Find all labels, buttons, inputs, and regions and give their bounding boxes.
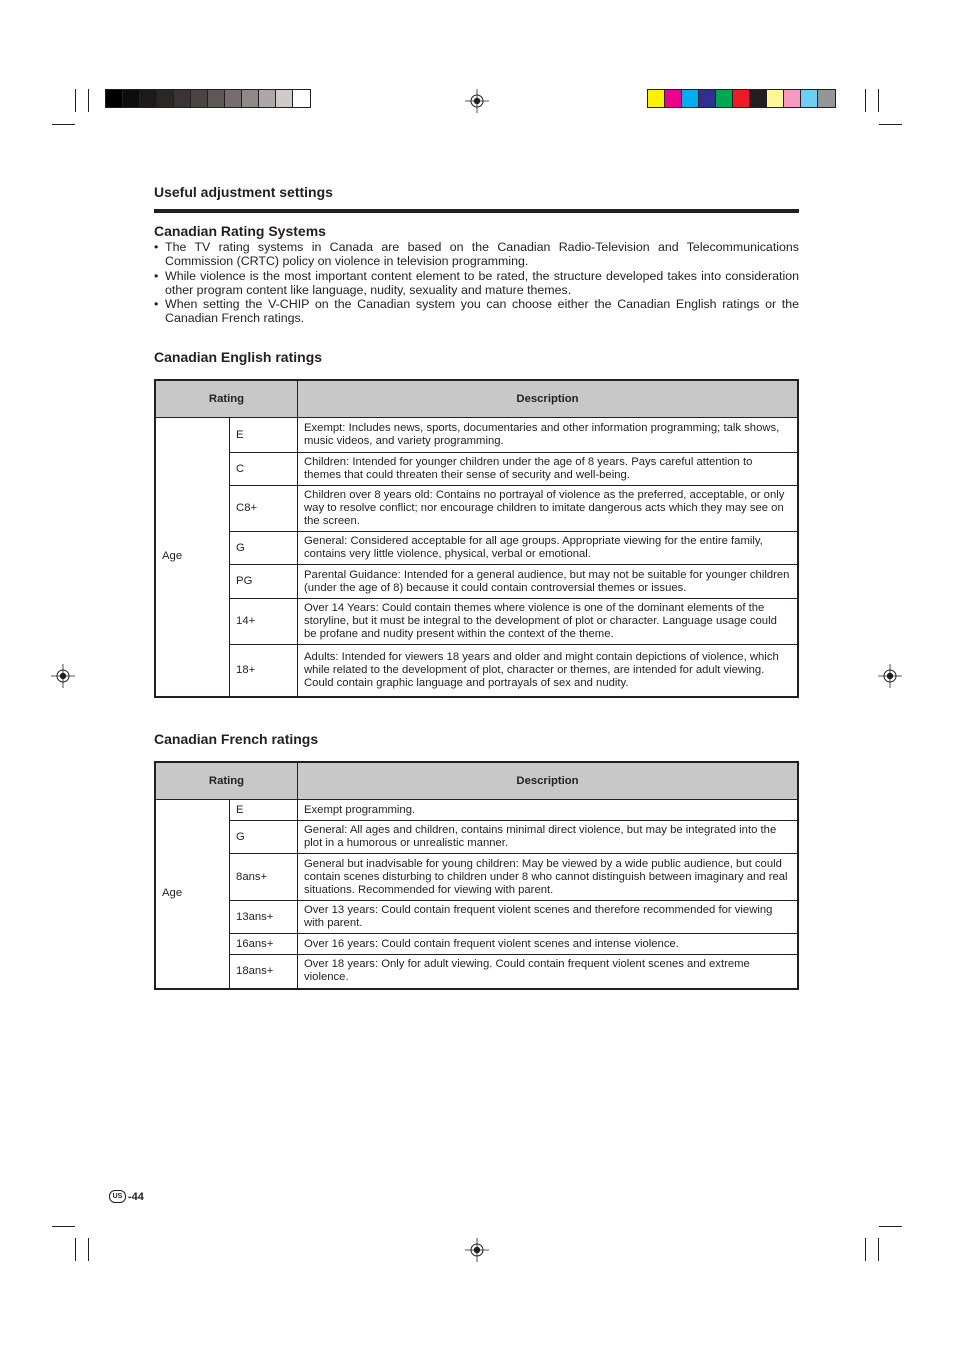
rating-code: 8ans+ (230, 854, 298, 901)
header-divider (154, 209, 799, 213)
color-swatch (157, 90, 174, 107)
table-row (155, 854, 798, 901)
color-swatch (123, 90, 140, 107)
rating-code: C (230, 453, 298, 486)
crop-mark (865, 89, 866, 112)
page-footer (109, 1190, 144, 1203)
rating-description: Exempt programming. (298, 800, 799, 821)
color-swatch (259, 90, 276, 107)
rating-description: General: Considered acceptable for all age groups. Appropriate viewing for the entire family, contains very little violence, physical, verbal or emotional. (298, 532, 799, 565)
color-swatch (106, 90, 123, 107)
color-swatch (276, 90, 293, 107)
rating-description: Over 18 years: Only for adult viewing. Could contain frequent violent scenes and extreme violence. (298, 955, 799, 989)
crop-mark (879, 124, 902, 125)
table-row (155, 532, 798, 565)
table-row (155, 486, 798, 532)
english-ratings-table (154, 379, 799, 698)
crop-mark (88, 89, 89, 112)
rating-code: 18+ (230, 645, 298, 697)
color-swatch (665, 90, 682, 107)
rating-code: 16ans+ (230, 934, 298, 955)
table-row (155, 800, 798, 821)
table-row (155, 955, 798, 989)
crop-mark (865, 1238, 866, 1261)
color-swatch (242, 90, 259, 107)
age-group-label: Age (155, 800, 230, 989)
table-row (155, 453, 798, 486)
bullet-item: • While violence is the most important content element to be rated, the structure developed takes into consideration other program content like language, nudity, sexuality and mature themes. (154, 269, 799, 298)
table-row (155, 599, 798, 645)
cmyk-color-bar (647, 89, 836, 108)
color-swatch (208, 90, 225, 107)
rating-code: 13ans+ (230, 901, 298, 934)
page-number: -44 (128, 1190, 144, 1203)
rating-code: G (230, 821, 298, 854)
crop-mark (878, 89, 879, 112)
color-swatch (140, 90, 157, 107)
rating-code: E (230, 418, 298, 453)
rating-code: 18ans+ (230, 955, 298, 989)
registration-mark-icon (465, 1238, 489, 1262)
registration-mark-icon (51, 664, 75, 688)
rating-code: G (230, 532, 298, 565)
age-group-label: Age (155, 418, 230, 697)
rating-code: PG (230, 565, 298, 599)
crop-mark (52, 124, 75, 125)
crop-mark (88, 1238, 89, 1261)
section-title: Useful adjustment settings (154, 184, 333, 200)
bullet-item: • The TV rating systems in Canada are based on the Canadian Radio-Television and Telecommunications Commission (CRTC) policy on violence in television programming. (154, 240, 799, 269)
registration-mark-icon (465, 89, 489, 113)
canadian-english-ratings-heading: Canadian English ratings (154, 349, 323, 365)
rating-description: Children over 8 years old: Contains no portrayal of violence as the preferred, acceptable, or only way to resolve conflict; nor encourage children to imitate dangerous acts which they may see on the screen. (298, 486, 799, 532)
column-header-rating: Rating (155, 762, 298, 800)
color-swatch (699, 90, 716, 107)
color-swatch (767, 90, 784, 107)
color-swatch (801, 90, 818, 107)
rating-description: Adults: Intended for viewers 18 years and older and might contain depictions of violence, which while related to the development of plot, character or themes, are intended for adult viewing. Could contain graphic language and portrayals of sex and nudity. (298, 645, 799, 697)
color-swatch (174, 90, 191, 107)
color-swatch (191, 90, 208, 107)
table-header-row (155, 762, 798, 800)
rating-description: Over 14 Years: Could contain themes where violence is one of the dominant elements of the storyline, but it must be integral to the development of plot or character. Language usage could be profane and nudity present within the context of the theme. (298, 599, 799, 645)
registration-mark-icon (878, 664, 902, 688)
canadian-french-ratings-heading: Canadian French ratings (154, 731, 319, 747)
crop-mark (75, 1238, 76, 1261)
rating-description: Parental Guidance: Intended for a general audience, but may not be suitable for younger children (under the age of 8) because it could contain controversial themes or issues. (298, 565, 799, 599)
table-row (155, 934, 798, 955)
crop-mark (52, 1226, 75, 1227)
grayscale-color-bar (105, 89, 311, 108)
rating-description: Exempt: Includes news, sports, documentaries and other information programming; talk shows, music videos, and variety programming. (298, 418, 799, 453)
table-row (155, 565, 798, 599)
rating-description: General but inadvisable for young children: May be viewed by a wide public audience, but could contain scenes disturbing to children under 8 who cannot distinguish between imaginary and real situations. Recommended for viewing with parent. (298, 854, 799, 901)
color-swatch (225, 90, 242, 107)
rating-code: 14+ (230, 599, 298, 645)
rating-code: C8+ (230, 486, 298, 532)
table-row (155, 901, 798, 934)
column-header-rating: Rating (155, 380, 298, 418)
rating-description: Children: Intended for younger children under the age of 8 years. Pays careful attention to themes that could threaten their sense of security and well-being. (298, 453, 799, 486)
column-header-description: Description (298, 380, 799, 418)
canadian-rating-systems-heading: Canadian Rating Systems (154, 223, 326, 239)
rating-code: E (230, 800, 298, 821)
table-row (155, 645, 798, 697)
table-row (155, 821, 798, 854)
rating-description: General: All ages and children, contains minimal direct violence, but may be integrated into the plot in a humorous or unrealistic manner. (298, 821, 799, 854)
crop-mark (879, 1226, 902, 1227)
table-row (155, 418, 798, 453)
crop-mark (75, 89, 76, 112)
color-swatch (293, 90, 310, 107)
rating-systems-bullet-list (154, 240, 799, 326)
crop-mark (878, 1238, 879, 1261)
us-region-badge: US (109, 1190, 126, 1203)
color-swatch (733, 90, 750, 107)
color-swatch (716, 90, 733, 107)
color-swatch (818, 90, 835, 107)
color-swatch (682, 90, 699, 107)
french-ratings-table (154, 761, 799, 990)
rating-description: Over 16 years: Could contain frequent violent scenes and intense violence. (298, 934, 799, 955)
column-header-description: Description (298, 762, 799, 800)
color-swatch (648, 90, 665, 107)
color-swatch (784, 90, 801, 107)
color-swatch (750, 90, 767, 107)
rating-description: Over 13 years: Could contain frequent violent scenes and therefore recommended for viewing with parent. (298, 901, 799, 934)
table-header-row (155, 380, 798, 418)
bullet-item: • When setting the V-CHIP on the Canadian system you can choose either the Canadian English ratings or the Canadian French ratings. (154, 297, 799, 326)
